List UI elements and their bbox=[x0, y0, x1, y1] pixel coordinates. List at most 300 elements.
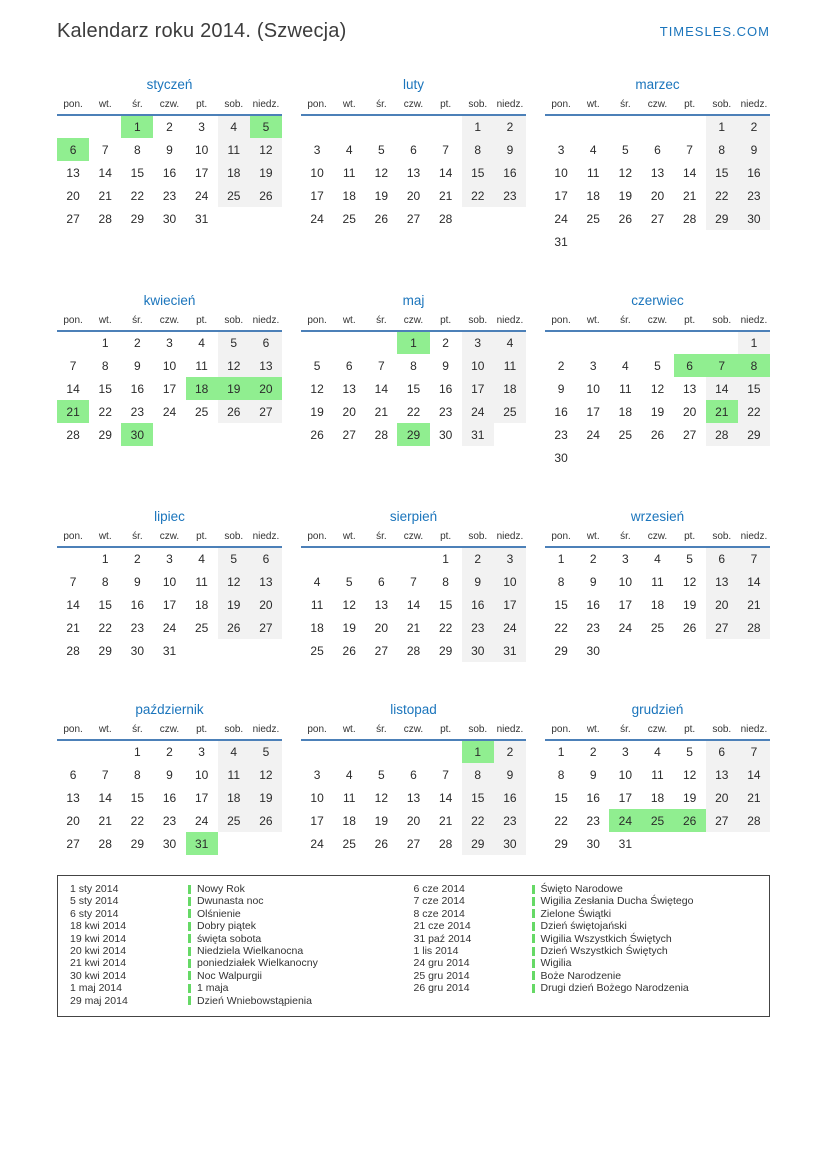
day-cell bbox=[397, 740, 429, 763]
day-cell: 9 bbox=[738, 138, 770, 161]
day-cell bbox=[577, 230, 609, 253]
day-cell: 9 bbox=[494, 138, 526, 161]
day-cell: 31 bbox=[462, 423, 494, 446]
day-cell: 5 bbox=[654, 358, 661, 373]
legend-holiday-name: Zielone Świątki bbox=[540, 907, 612, 920]
day-cell: 3 bbox=[494, 547, 526, 570]
day-cell: 9 bbox=[442, 358, 449, 373]
day-cell: 9 bbox=[134, 574, 141, 589]
day-header: sob. bbox=[706, 315, 738, 331]
day-cell: 26 bbox=[374, 836, 389, 851]
day-cell: 17 bbox=[310, 188, 324, 203]
day-header: wt. bbox=[89, 724, 121, 740]
day-cell: 16 bbox=[162, 165, 177, 180]
day-cell: 10 bbox=[162, 574, 177, 589]
day-header: czw. bbox=[397, 531, 429, 547]
day-cell: 2 bbox=[589, 745, 597, 759]
day-cell: 6 bbox=[69, 767, 77, 782]
day-header: niedz. bbox=[738, 315, 770, 331]
day-cell: 31 bbox=[494, 639, 526, 662]
day-cell: 5 bbox=[218, 331, 250, 354]
legend-holiday-name: poniedziałek Wielkanocny bbox=[197, 957, 318, 970]
day-cell: 27 bbox=[66, 211, 80, 226]
day-cell bbox=[609, 331, 641, 354]
day-cell: 20 bbox=[406, 188, 421, 203]
day-cell: 30 bbox=[554, 450, 568, 465]
day-cell: 27 bbox=[374, 643, 389, 658]
day-cell: 22 bbox=[462, 184, 494, 207]
day-cell: 5 bbox=[686, 745, 693, 759]
day-cell: 14 bbox=[438, 790, 453, 805]
day-cell: 28 bbox=[98, 836, 112, 851]
day-cell: 20 bbox=[706, 786, 738, 809]
day-cell: 29 bbox=[397, 423, 429, 446]
day-header: sob. bbox=[218, 315, 250, 331]
day-cell: 5 bbox=[345, 574, 353, 589]
month-title: marzec bbox=[635, 77, 680, 92]
day-cell bbox=[706, 230, 738, 253]
legend-date: 7 cze 2014 bbox=[413, 895, 465, 908]
day-cell: 27 bbox=[406, 836, 421, 851]
day-header: pon. bbox=[57, 724, 89, 740]
day-cell bbox=[641, 115, 673, 138]
day-cell: 9 bbox=[134, 358, 141, 373]
day-cell: 5 bbox=[378, 142, 385, 157]
day-cell: 14 bbox=[706, 377, 738, 400]
legend-holiday-name: Drugi dzień Bożego Narodzenia bbox=[540, 982, 689, 995]
day-header: sob. bbox=[218, 724, 250, 740]
day-cell: 11 bbox=[195, 358, 208, 373]
day-cell bbox=[186, 423, 218, 446]
day-cell: 12 bbox=[310, 381, 324, 396]
day-cell: 18 bbox=[194, 597, 209, 612]
day-cell: 21 bbox=[66, 620, 80, 635]
day-cell: 1 bbox=[462, 740, 494, 763]
day-cell: 9 bbox=[494, 763, 526, 786]
day-cell: 11 bbox=[195, 574, 208, 589]
day-cell: 26 bbox=[374, 211, 389, 226]
day-header: pon. bbox=[545, 315, 577, 331]
day-cell: 26 bbox=[682, 620, 697, 635]
day-cell: 28 bbox=[66, 427, 80, 442]
day-cell: 13 bbox=[250, 354, 282, 377]
day-cell: 30 bbox=[494, 832, 526, 855]
day-cell: 7 bbox=[69, 358, 77, 373]
legend-entry bbox=[70, 908, 414, 920]
day-cell: 16 bbox=[438, 381, 453, 396]
day-cell: 24 bbox=[609, 809, 641, 832]
day-cell: 17 bbox=[586, 404, 600, 419]
day-header: wt. bbox=[89, 315, 121, 331]
month-block bbox=[57, 509, 282, 662]
legend-date: 21 cze 2014 bbox=[413, 920, 471, 933]
month-title: styczeń bbox=[146, 77, 193, 92]
day-cell: 18 bbox=[650, 790, 665, 805]
day-cell: 9 bbox=[166, 142, 173, 157]
holiday-marker-icon bbox=[188, 909, 191, 918]
day-cell: 3 bbox=[622, 552, 629, 566]
day-cell: 7 bbox=[101, 142, 109, 157]
holiday-marker-icon bbox=[532, 885, 535, 894]
day-cell: 27 bbox=[706, 809, 738, 832]
day-cell bbox=[430, 115, 462, 138]
day-cell bbox=[250, 832, 282, 855]
day-header: śr. bbox=[121, 724, 153, 740]
day-cell: 15 bbox=[462, 161, 494, 184]
day-cell bbox=[494, 423, 526, 446]
day-cell bbox=[577, 446, 609, 469]
day-cell bbox=[57, 740, 89, 763]
day-cell: 8 bbox=[410, 358, 417, 373]
day-header: sob. bbox=[706, 531, 738, 547]
legend-holiday-name: Dzień Wszystkich Świętych bbox=[540, 944, 668, 957]
day-cell: 17 bbox=[310, 813, 324, 828]
day-cell: 15 bbox=[462, 786, 494, 809]
day-header: pt. bbox=[186, 531, 218, 547]
day-cell: 19 bbox=[374, 188, 389, 203]
day-cell: 14 bbox=[66, 381, 80, 396]
day-cell: 23 bbox=[738, 184, 770, 207]
day-cell: 17 bbox=[194, 790, 209, 805]
day-cell: 27 bbox=[682, 427, 697, 442]
day-cell: 22 bbox=[554, 620, 568, 635]
day-header: pt. bbox=[674, 531, 706, 547]
day-cell: 23 bbox=[162, 813, 177, 828]
day-cell: 12 bbox=[682, 574, 697, 589]
day-cell: 26 bbox=[250, 184, 282, 207]
day-header: czw. bbox=[153, 315, 185, 331]
day-cell: 26 bbox=[674, 809, 706, 832]
day-cell: 11 bbox=[218, 138, 250, 161]
day-cell: 7 bbox=[738, 547, 770, 570]
calendar-grid bbox=[57, 77, 770, 855]
day-cell: 20 bbox=[250, 593, 282, 616]
day-cell: 18 bbox=[218, 161, 250, 184]
day-cell: 28 bbox=[738, 809, 770, 832]
day-cell bbox=[301, 331, 333, 354]
day-header: wt. bbox=[333, 724, 365, 740]
month-block bbox=[545, 293, 770, 469]
day-cell: 10 bbox=[310, 790, 324, 805]
day-cell: 8 bbox=[462, 138, 494, 161]
day-header: śr. bbox=[609, 531, 641, 547]
day-cell: 28 bbox=[738, 616, 770, 639]
day-cell: 13 bbox=[682, 381, 697, 396]
day-cell: 30 bbox=[738, 207, 770, 230]
day-cell: 15 bbox=[406, 381, 421, 396]
day-cell: 20 bbox=[342, 404, 356, 419]
month-block bbox=[301, 702, 526, 855]
day-header: czw. bbox=[641, 99, 673, 115]
day-header: niedz. bbox=[494, 724, 526, 740]
day-cell: 2 bbox=[442, 336, 449, 350]
day-cell: 12 bbox=[374, 790, 389, 805]
day-cell: 8 bbox=[101, 574, 109, 589]
day-cell: 28 bbox=[66, 643, 80, 658]
day-cell: 10 bbox=[618, 574, 633, 589]
day-header: niedz. bbox=[250, 724, 282, 740]
day-cell: 8 bbox=[101, 358, 109, 373]
holiday-marker-icon bbox=[532, 897, 535, 906]
day-cell bbox=[365, 115, 397, 138]
day-cell: 7 bbox=[69, 574, 77, 589]
day-cell: 4 bbox=[494, 331, 526, 354]
day-cell: 8 bbox=[738, 354, 770, 377]
day-cell: 10 bbox=[554, 165, 568, 180]
day-cell: 5 bbox=[622, 142, 629, 157]
day-cell bbox=[641, 639, 673, 662]
day-cell: 2 bbox=[134, 552, 141, 566]
day-header: sob. bbox=[462, 99, 494, 115]
day-cell bbox=[218, 207, 250, 230]
day-cell bbox=[609, 639, 641, 662]
day-cell: 14 bbox=[66, 597, 80, 612]
holiday-marker-icon bbox=[532, 922, 535, 931]
day-header: pon. bbox=[545, 99, 577, 115]
day-cell bbox=[609, 115, 641, 138]
day-cell: 11 bbox=[342, 790, 356, 805]
day-cell: 19 bbox=[218, 593, 250, 616]
day-cell: 31 bbox=[194, 211, 209, 226]
month-grid bbox=[545, 315, 770, 469]
day-cell: 31 bbox=[186, 832, 218, 855]
day-header: sob. bbox=[462, 531, 494, 547]
day-cell: 15 bbox=[438, 597, 453, 612]
day-cell bbox=[674, 832, 706, 855]
day-header: niedz. bbox=[250, 531, 282, 547]
day-cell: 24 bbox=[310, 836, 324, 851]
day-cell bbox=[706, 639, 738, 662]
day-cell: 5 bbox=[686, 552, 693, 566]
day-header: niedz. bbox=[738, 99, 770, 115]
day-cell: 30 bbox=[438, 427, 453, 442]
day-header: wt. bbox=[577, 724, 609, 740]
day-header: pt. bbox=[430, 315, 462, 331]
day-header: śr. bbox=[365, 315, 397, 331]
day-cell: 1 bbox=[557, 552, 565, 566]
legend-date: 1 lis 2014 bbox=[413, 944, 459, 957]
day-cell: 10 bbox=[618, 767, 633, 782]
month-block bbox=[545, 77, 770, 253]
day-cell: 24 bbox=[618, 620, 633, 635]
day-cell: 13 bbox=[706, 763, 738, 786]
month-block bbox=[545, 509, 770, 662]
day-cell: 19 bbox=[618, 188, 633, 203]
day-cell: 12 bbox=[618, 165, 633, 180]
legend-date: 26 gru 2014 bbox=[413, 982, 470, 995]
day-header: pt. bbox=[674, 99, 706, 115]
holiday-marker-icon bbox=[532, 984, 535, 993]
holiday-marker-icon bbox=[532, 934, 535, 943]
day-cell bbox=[218, 832, 250, 855]
day-cell: 16 bbox=[494, 161, 526, 184]
holiday-marker-icon bbox=[188, 885, 191, 894]
day-cell: 4 bbox=[218, 115, 250, 138]
day-cell: 2 bbox=[494, 740, 526, 763]
day-cell: 23 bbox=[462, 616, 494, 639]
day-cell: 18 bbox=[310, 620, 324, 635]
day-cell: 7 bbox=[706, 354, 738, 377]
legend-entry bbox=[414, 895, 758, 907]
day-cell: 27 bbox=[406, 211, 421, 226]
day-cell: 10 bbox=[162, 358, 177, 373]
day-cell: 19 bbox=[650, 404, 665, 419]
day-cell: 13 bbox=[406, 790, 421, 805]
month-grid bbox=[57, 531, 282, 662]
day-cell: 4 bbox=[589, 142, 597, 157]
day-cell: 2 bbox=[134, 336, 141, 350]
day-header: niedz. bbox=[250, 315, 282, 331]
holiday-marker-icon bbox=[188, 959, 191, 968]
day-cell: 31 bbox=[618, 836, 633, 851]
day-cell: 22 bbox=[98, 620, 112, 635]
day-header: sob. bbox=[218, 531, 250, 547]
day-cell bbox=[494, 207, 526, 230]
day-cell: 6 bbox=[674, 354, 706, 377]
day-cell: 9 bbox=[589, 767, 597, 782]
day-cell: 27 bbox=[650, 211, 665, 226]
day-cell: 13 bbox=[406, 165, 421, 180]
day-cell: 2 bbox=[462, 547, 494, 570]
day-cell: 21 bbox=[374, 404, 389, 419]
day-cell: 24 bbox=[462, 400, 494, 423]
day-cell: 6 bbox=[57, 138, 89, 161]
day-cell: 13 bbox=[342, 381, 356, 396]
day-cell bbox=[738, 639, 770, 662]
day-cell: 21 bbox=[438, 188, 453, 203]
day-cell: 12 bbox=[250, 763, 282, 786]
day-cell: 20 bbox=[250, 377, 282, 400]
day-header: śr. bbox=[365, 531, 397, 547]
day-cell: 2 bbox=[557, 358, 565, 373]
day-cell: 1 bbox=[738, 331, 770, 354]
day-cell: 25 bbox=[194, 620, 209, 635]
legend-date: 31 paź 2014 bbox=[413, 932, 472, 945]
month-title: sierpień bbox=[389, 509, 438, 524]
day-cell: 26 bbox=[310, 427, 324, 442]
day-cell: 31 bbox=[162, 643, 177, 658]
legend-entry bbox=[70, 895, 414, 907]
day-cell: 10 bbox=[494, 570, 526, 593]
day-cell: 20 bbox=[650, 188, 665, 203]
day-cell: 16 bbox=[130, 597, 145, 612]
day-cell: 19 bbox=[682, 597, 697, 612]
day-cell: 4 bbox=[345, 142, 353, 157]
day-cell: 1 bbox=[101, 552, 109, 566]
legend-date: 25 gru 2014 bbox=[413, 969, 470, 982]
day-cell bbox=[674, 639, 706, 662]
day-cell: 30 bbox=[130, 643, 145, 658]
day-cell bbox=[186, 639, 218, 662]
day-cell: 22 bbox=[130, 813, 145, 828]
day-cell: 5 bbox=[313, 358, 321, 373]
day-cell: 2 bbox=[166, 745, 173, 759]
day-cell bbox=[153, 423, 185, 446]
day-cell: 2 bbox=[494, 115, 526, 138]
legend-entry bbox=[414, 933, 758, 945]
day-cell: 4 bbox=[198, 552, 205, 566]
day-cell: 21 bbox=[98, 188, 112, 203]
day-header: pt. bbox=[186, 99, 218, 115]
day-cell: 26 bbox=[618, 211, 633, 226]
day-cell bbox=[674, 230, 706, 253]
day-cell: 26 bbox=[218, 616, 250, 639]
day-cell: 16 bbox=[162, 790, 177, 805]
day-cell: 3 bbox=[557, 142, 565, 157]
day-cell: 7 bbox=[101, 767, 109, 782]
day-cell bbox=[397, 547, 429, 570]
legend-date: 18 kwi 2014 bbox=[70, 920, 127, 933]
day-cell: 18 bbox=[342, 188, 356, 203]
legend-holiday-name: Wigilia bbox=[540, 957, 572, 970]
day-header: niedz. bbox=[738, 724, 770, 740]
day-cell: 25 bbox=[586, 211, 600, 226]
month-grid bbox=[301, 724, 526, 855]
legend-holiday-name: Olśnienie bbox=[197, 907, 241, 920]
day-cell: 6 bbox=[250, 547, 282, 570]
legend-date: 21 kwi 2014 bbox=[70, 957, 127, 970]
day-cell: 12 bbox=[218, 354, 250, 377]
day-header: czw. bbox=[397, 99, 429, 115]
day-cell: 15 bbox=[554, 597, 568, 612]
day-cell: 20 bbox=[66, 813, 80, 828]
day-cell: 26 bbox=[250, 809, 282, 832]
day-cell: 25 bbox=[218, 184, 250, 207]
legend-holiday-name: Boże Narodzenie bbox=[540, 969, 622, 982]
day-cell bbox=[641, 230, 673, 253]
day-cell bbox=[333, 547, 365, 570]
month-title: luty bbox=[402, 77, 424, 92]
day-header: pon. bbox=[545, 724, 577, 740]
day-cell bbox=[89, 740, 121, 763]
month-grid bbox=[545, 531, 770, 662]
legend-entry bbox=[70, 995, 414, 1007]
day-cell: 6 bbox=[345, 358, 353, 373]
day-cell: 16 bbox=[494, 786, 526, 809]
month-block bbox=[301, 77, 526, 253]
day-cell: 17 bbox=[194, 165, 209, 180]
day-cell: 20 bbox=[374, 620, 389, 635]
holiday-legend bbox=[57, 875, 770, 1017]
day-cell: 1 bbox=[462, 115, 494, 138]
day-cell: 16 bbox=[586, 597, 600, 612]
day-cell: 26 bbox=[342, 643, 356, 658]
day-cell: 6 bbox=[706, 547, 738, 570]
brand-link[interactable]: TIMESLES.COM bbox=[659, 24, 770, 39]
day-cell: 2 bbox=[738, 115, 770, 138]
day-cell: 20 bbox=[682, 404, 697, 419]
day-cell: 23 bbox=[130, 404, 145, 419]
day-header: niedz. bbox=[494, 99, 526, 115]
day-cell: 5 bbox=[250, 740, 282, 763]
holiday-marker-icon bbox=[532, 971, 535, 980]
day-header: sob. bbox=[462, 315, 494, 331]
day-header: sob. bbox=[462, 724, 494, 740]
legend-holiday-name: Wigilia Wszystkich Świętych bbox=[540, 932, 672, 945]
day-cell: 15 bbox=[130, 790, 145, 805]
day-cell: 8 bbox=[462, 763, 494, 786]
legend-entry bbox=[414, 945, 758, 957]
day-cell bbox=[250, 639, 282, 662]
day-cell: 11 bbox=[218, 763, 250, 786]
day-cell: 30 bbox=[162, 211, 177, 226]
legend-holiday-name: Wigilia Zesłania Ducha Świętego bbox=[540, 895, 694, 908]
day-cell: 16 bbox=[586, 790, 600, 805]
day-cell bbox=[641, 331, 673, 354]
day-cell: 21 bbox=[98, 813, 112, 828]
day-cell: 6 bbox=[410, 142, 417, 157]
day-cell bbox=[609, 230, 641, 253]
